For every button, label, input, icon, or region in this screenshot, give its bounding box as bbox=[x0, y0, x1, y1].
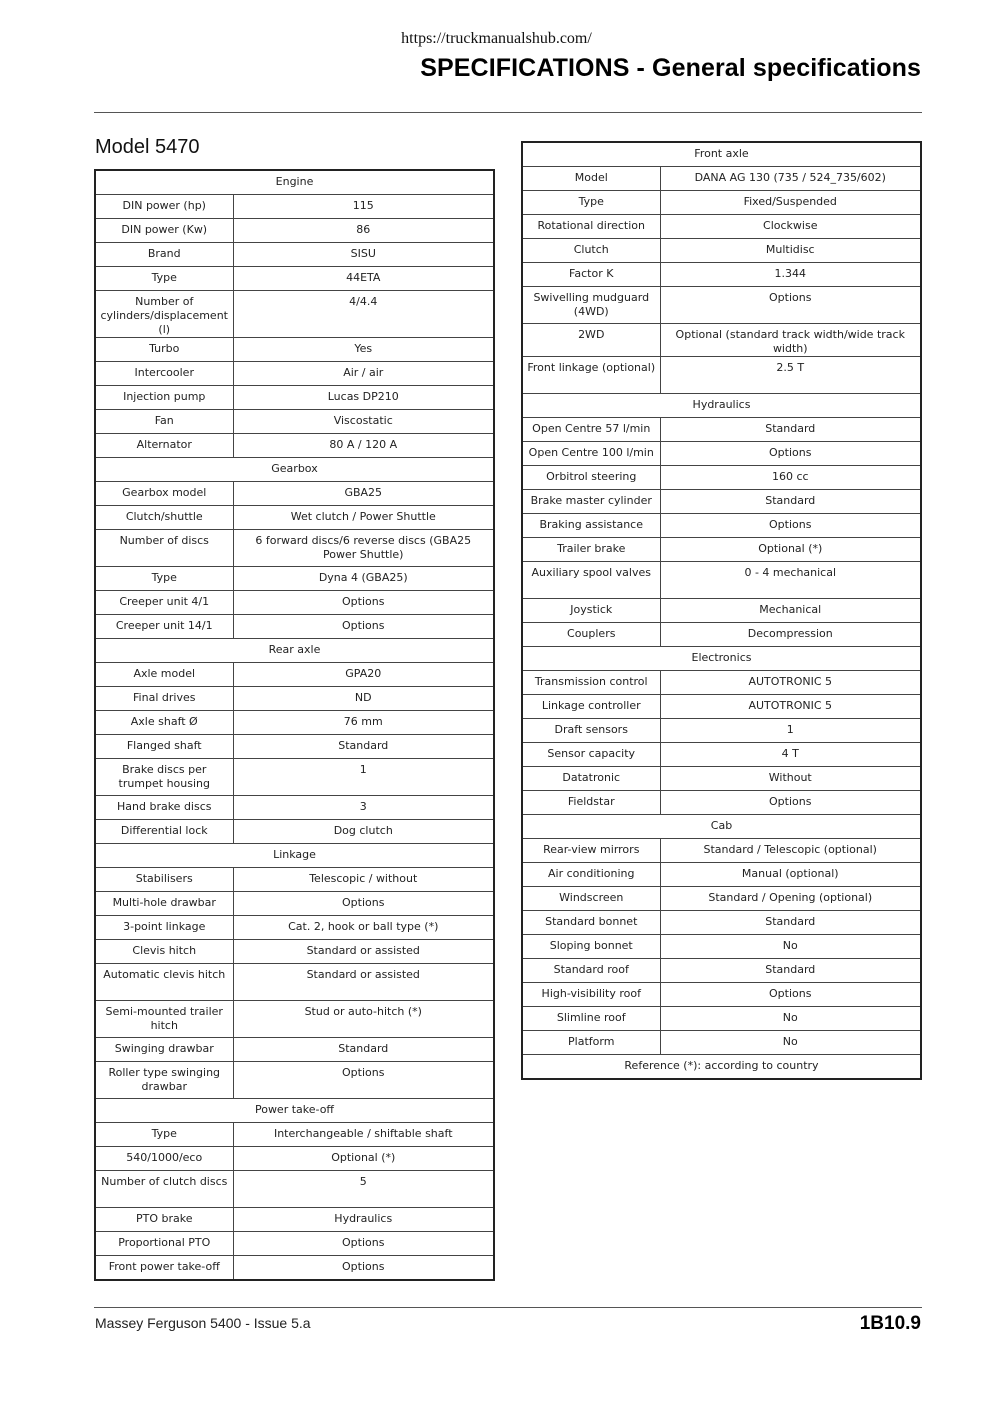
table-row bbox=[522, 695, 921, 719]
table-row bbox=[522, 959, 921, 983]
section-header-engine bbox=[95, 170, 494, 195]
table-row bbox=[95, 386, 494, 410]
spec-value: Wet clutch / Power Shuttle bbox=[233, 506, 494, 530]
spec-value: ND bbox=[233, 687, 494, 711]
table-row bbox=[522, 263, 921, 287]
table-row bbox=[95, 687, 494, 711]
table-row bbox=[95, 735, 494, 759]
spec-value: Standard bbox=[660, 911, 921, 935]
spec-label: Slimline roof bbox=[522, 1007, 660, 1031]
spec-value: Standard bbox=[233, 1038, 494, 1062]
spec-value: 3 bbox=[233, 796, 494, 820]
spec-label: Swinging drawbar bbox=[95, 1038, 233, 1062]
spec-label: Number of cylinders/displacement (l) bbox=[95, 291, 233, 338]
spec-label: Braking assistance bbox=[522, 514, 660, 538]
table-row bbox=[95, 1171, 494, 1208]
spec-label: 540/1000/eco bbox=[95, 1147, 233, 1171]
spec-label: Open Centre 100 l/min bbox=[522, 442, 660, 466]
spec-value: 5 bbox=[233, 1171, 494, 1208]
section-title: Linkage bbox=[95, 844, 494, 868]
section-title: Power take-off bbox=[95, 1099, 494, 1123]
table-row bbox=[522, 935, 921, 959]
spec-value: Interchangeable / shiftable shaft bbox=[233, 1123, 494, 1147]
spec-label: 2WD bbox=[522, 324, 660, 357]
spec-label: Semi-mounted trailer hitch bbox=[95, 1001, 233, 1038]
section-title: Engine bbox=[95, 170, 494, 195]
spec-value: Standard bbox=[233, 735, 494, 759]
table-row bbox=[522, 442, 921, 466]
table-row bbox=[95, 1001, 494, 1038]
spec-value: Without bbox=[660, 767, 921, 791]
table-row bbox=[95, 615, 494, 639]
section-header-power-take-off bbox=[95, 1099, 494, 1123]
spec-label: Final drives bbox=[95, 687, 233, 711]
table-row bbox=[522, 1031, 921, 1055]
spec-label: Air conditioning bbox=[522, 863, 660, 887]
spec-value: Options bbox=[233, 1232, 494, 1256]
spec-value: Clockwise bbox=[660, 215, 921, 239]
spec-label: Injection pump bbox=[95, 386, 233, 410]
spec-value: Dog clutch bbox=[233, 820, 494, 844]
section-title: Electronics bbox=[522, 647, 921, 671]
spec-value: Optional (*) bbox=[660, 538, 921, 562]
spec-label: Fan bbox=[95, 410, 233, 434]
table-row bbox=[522, 167, 921, 191]
spec-label: Model bbox=[522, 167, 660, 191]
table-row bbox=[95, 820, 494, 844]
spec-label: Standard roof bbox=[522, 959, 660, 983]
spec-label: Flanged shaft bbox=[95, 735, 233, 759]
spec-label: Windscreen bbox=[522, 887, 660, 911]
table-row bbox=[95, 1208, 494, 1232]
table-row bbox=[95, 506, 494, 530]
table-row bbox=[95, 267, 494, 291]
section-title: Rear axle bbox=[95, 639, 494, 663]
spec-value: Standard / Telescopic (optional) bbox=[660, 839, 921, 863]
table-row bbox=[522, 418, 921, 442]
table-row bbox=[95, 410, 494, 434]
spec-label: Brake master cylinder bbox=[522, 490, 660, 514]
spec-label: Multi-hole drawbar bbox=[95, 892, 233, 916]
section-title: Reference (*): according to country bbox=[522, 1055, 921, 1080]
spec-value: 1.344 bbox=[660, 263, 921, 287]
table-row bbox=[95, 591, 494, 615]
spec-label: Roller type swinging drawbar bbox=[95, 1062, 233, 1099]
spec-label: PTO brake bbox=[95, 1208, 233, 1232]
table-row bbox=[522, 791, 921, 815]
spec-value: Options bbox=[660, 791, 921, 815]
table-row bbox=[95, 434, 494, 458]
table-row bbox=[95, 796, 494, 820]
spec-value: SISU bbox=[233, 243, 494, 267]
spec-value: No bbox=[660, 1031, 921, 1055]
table-row bbox=[522, 719, 921, 743]
spec-label: Stabilisers bbox=[95, 868, 233, 892]
spec-label: Swivelling mudguard (4WD) bbox=[522, 287, 660, 324]
table-row bbox=[95, 663, 494, 687]
table-row bbox=[95, 892, 494, 916]
spec-value: Cat. 2, hook or ball type (*) bbox=[233, 916, 494, 940]
spec-value: Viscostatic bbox=[233, 410, 494, 434]
spec-value: Standard bbox=[660, 490, 921, 514]
spec-label: High-visibility roof bbox=[522, 983, 660, 1007]
spec-value: Yes bbox=[233, 338, 494, 362]
table-row bbox=[95, 1123, 494, 1147]
table-row bbox=[95, 291, 494, 338]
table-row bbox=[95, 362, 494, 386]
table-row bbox=[95, 1256, 494, 1281]
table-row bbox=[522, 562, 921, 599]
spec-label: Transmission control bbox=[522, 671, 660, 695]
section-title: Hydraulics bbox=[522, 394, 921, 418]
section-header-front-axle bbox=[522, 142, 921, 167]
table-row bbox=[522, 538, 921, 562]
table-row bbox=[522, 743, 921, 767]
spec-label: DIN power (Kw) bbox=[95, 219, 233, 243]
left-spec-table bbox=[94, 169, 495, 1281]
spec-label: Turbo bbox=[95, 338, 233, 362]
spec-value: Dyna 4 (GBA25) bbox=[233, 567, 494, 591]
spec-label: Type bbox=[95, 1123, 233, 1147]
spec-value: Options bbox=[233, 1256, 494, 1281]
table-row bbox=[95, 243, 494, 267]
spec-value: Telescopic / without bbox=[233, 868, 494, 892]
spec-value: 4 T bbox=[660, 743, 921, 767]
table-row bbox=[522, 887, 921, 911]
spec-value: 6 forward discs/6 reverse discs (GBA25 Power Shuttle) bbox=[233, 530, 494, 567]
section-header-electronics bbox=[522, 647, 921, 671]
spec-value: 86 bbox=[233, 219, 494, 243]
table-row bbox=[522, 490, 921, 514]
table-row bbox=[522, 215, 921, 239]
footer-publication: Massey Ferguson 5400 - Issue 5.a bbox=[95, 1315, 311, 1331]
spec-value: No bbox=[660, 1007, 921, 1031]
spec-label: Number of discs bbox=[95, 530, 233, 567]
spec-value: Optional (*) bbox=[233, 1147, 494, 1171]
table-row bbox=[522, 357, 921, 394]
table-row bbox=[522, 287, 921, 324]
spec-label: Standard bonnet bbox=[522, 911, 660, 935]
model-heading: Model 5470 bbox=[95, 136, 200, 158]
spec-label: Front power take-off bbox=[95, 1256, 233, 1281]
spec-label: Axle model bbox=[95, 663, 233, 687]
spec-value: Decompression bbox=[660, 623, 921, 647]
spec-label: Orbitrol steering bbox=[522, 466, 660, 490]
spec-value: Multidisc bbox=[660, 239, 921, 263]
footer-page-number: 1B10.9 bbox=[859, 1313, 921, 1334]
table-row bbox=[95, 482, 494, 506]
spec-label: Brand bbox=[95, 243, 233, 267]
spec-label: Automatic clevis hitch bbox=[95, 964, 233, 1001]
spec-label: Joystick bbox=[522, 599, 660, 623]
spec-value: Fixed/Suspended bbox=[660, 191, 921, 215]
spec-value: Options bbox=[660, 514, 921, 538]
section-title: Front axle bbox=[522, 142, 921, 167]
spec-value: 76 mm bbox=[233, 711, 494, 735]
spec-value: 115 bbox=[233, 195, 494, 219]
spec-label: Type bbox=[95, 267, 233, 291]
spec-label: 3-point linkage bbox=[95, 916, 233, 940]
spec-value: AUTOTRONIC 5 bbox=[660, 695, 921, 719]
spec-label: Axle shaft Ø bbox=[95, 711, 233, 735]
spec-label: Factor K bbox=[522, 263, 660, 287]
right-spec-table bbox=[521, 141, 922, 1080]
page-title: SPECIFICATIONS - General specifications bbox=[420, 54, 921, 82]
table-row bbox=[522, 863, 921, 887]
source-url[interactable]: https://truckmanualshub.com/ bbox=[401, 30, 592, 47]
spec-label: Number of clutch discs bbox=[95, 1171, 233, 1208]
spec-value: AUTOTRONIC 5 bbox=[660, 671, 921, 695]
spec-value: Optional (standard track width/wide track width) bbox=[660, 324, 921, 357]
section-header-rear-axle bbox=[95, 639, 494, 663]
spec-value: Air / air bbox=[233, 362, 494, 386]
table-row bbox=[522, 239, 921, 263]
table-row bbox=[522, 1007, 921, 1031]
table-row bbox=[95, 219, 494, 243]
section-header-reference-according-to-country bbox=[522, 1055, 921, 1080]
spec-value: 4/4.4 bbox=[233, 291, 494, 338]
spec-value: Standard bbox=[660, 418, 921, 442]
table-row bbox=[95, 711, 494, 735]
spec-label: Trailer brake bbox=[522, 538, 660, 562]
spec-label: Brake discs per trumpet housing bbox=[95, 759, 233, 796]
spec-value: No bbox=[660, 935, 921, 959]
spec-value: 80 A / 120 A bbox=[233, 434, 494, 458]
spec-label: Draft sensors bbox=[522, 719, 660, 743]
spec-label: Proportional PTO bbox=[95, 1232, 233, 1256]
spec-label: Platform bbox=[522, 1031, 660, 1055]
spec-value: Options bbox=[233, 615, 494, 639]
spec-label: Clutch bbox=[522, 239, 660, 263]
spec-label: Open Centre 57 l/min bbox=[522, 418, 660, 442]
table-row bbox=[522, 191, 921, 215]
spec-label: Datatronic bbox=[522, 767, 660, 791]
section-title: Cab bbox=[522, 815, 921, 839]
spec-value: Lucas DP210 bbox=[233, 386, 494, 410]
table-row bbox=[95, 567, 494, 591]
spec-value: Standard or assisted bbox=[233, 964, 494, 1001]
table-row bbox=[95, 1147, 494, 1171]
spec-value: DANA AG 130 (735 / 524_735/602) bbox=[660, 167, 921, 191]
spec-value: Stud or auto-hitch (*) bbox=[233, 1001, 494, 1038]
footer-divider bbox=[94, 1307, 922, 1308]
spec-value: 1 bbox=[233, 759, 494, 796]
table-row bbox=[95, 1062, 494, 1099]
spec-label: Creeper unit 14/1 bbox=[95, 615, 233, 639]
table-row bbox=[95, 868, 494, 892]
spec-label: Clutch/shuttle bbox=[95, 506, 233, 530]
spec-label: Alternator bbox=[95, 434, 233, 458]
section-title: Gearbox bbox=[95, 458, 494, 482]
spec-value: 0 - 4 mechanical bbox=[660, 562, 921, 599]
table-row bbox=[95, 940, 494, 964]
spec-label: Differential lock bbox=[95, 820, 233, 844]
spec-label: Auxiliary spool valves bbox=[522, 562, 660, 599]
spec-value: Options bbox=[233, 591, 494, 615]
table-row bbox=[95, 195, 494, 219]
spec-value: GBA25 bbox=[233, 482, 494, 506]
table-row bbox=[522, 599, 921, 623]
section-header-gearbox bbox=[95, 458, 494, 482]
table-row bbox=[95, 964, 494, 1001]
spec-label: Rear-view mirrors bbox=[522, 839, 660, 863]
spec-value: Options bbox=[233, 1062, 494, 1099]
spec-value: Manual (optional) bbox=[660, 863, 921, 887]
spec-label: Sensor capacity bbox=[522, 743, 660, 767]
spec-label: Fieldstar bbox=[522, 791, 660, 815]
spec-value: Hydraulics bbox=[233, 1208, 494, 1232]
spec-value: GPA20 bbox=[233, 663, 494, 687]
table-row bbox=[95, 338, 494, 362]
spec-value: Options bbox=[233, 892, 494, 916]
header-divider bbox=[94, 112, 922, 113]
spec-value: Mechanical bbox=[660, 599, 921, 623]
spec-value: 2.5 T bbox=[660, 357, 921, 394]
spec-label: Type bbox=[522, 191, 660, 215]
section-header-hydraulics bbox=[522, 394, 921, 418]
spec-value: Standard / Opening (optional) bbox=[660, 887, 921, 911]
table-row bbox=[522, 767, 921, 791]
table-row bbox=[522, 324, 921, 357]
spec-label: Clevis hitch bbox=[95, 940, 233, 964]
table-row bbox=[95, 1232, 494, 1256]
spec-label: Front linkage (optional) bbox=[522, 357, 660, 394]
spec-label: Intercooler bbox=[95, 362, 233, 386]
spec-label: Rotational direction bbox=[522, 215, 660, 239]
table-row bbox=[522, 514, 921, 538]
spec-value: Options bbox=[660, 983, 921, 1007]
table-row bbox=[95, 1038, 494, 1062]
spec-label: Linkage controller bbox=[522, 695, 660, 719]
spec-value: Options bbox=[660, 442, 921, 466]
spec-value: 1 bbox=[660, 719, 921, 743]
spec-label: Creeper unit 4/1 bbox=[95, 591, 233, 615]
spec-value: Options bbox=[660, 287, 921, 324]
table-row bbox=[522, 983, 921, 1007]
table-row bbox=[522, 839, 921, 863]
spec-label: Gearbox model bbox=[95, 482, 233, 506]
table-row bbox=[522, 623, 921, 647]
spec-value: Standard bbox=[660, 959, 921, 983]
section-header-cab bbox=[522, 815, 921, 839]
spec-value: Standard or assisted bbox=[233, 940, 494, 964]
table-row bbox=[522, 671, 921, 695]
table-row bbox=[95, 759, 494, 796]
spec-label: Type bbox=[95, 567, 233, 591]
table-row bbox=[95, 530, 494, 567]
section-header-linkage bbox=[95, 844, 494, 868]
spec-label: Sloping bonnet bbox=[522, 935, 660, 959]
spec-value: 44ETA bbox=[233, 267, 494, 291]
spec-value: 160 cc bbox=[660, 466, 921, 490]
table-row bbox=[522, 466, 921, 490]
table-row bbox=[522, 911, 921, 935]
spec-label: Couplers bbox=[522, 623, 660, 647]
spec-label: DIN power (hp) bbox=[95, 195, 233, 219]
table-row bbox=[95, 916, 494, 940]
spec-label: Hand brake discs bbox=[95, 796, 233, 820]
